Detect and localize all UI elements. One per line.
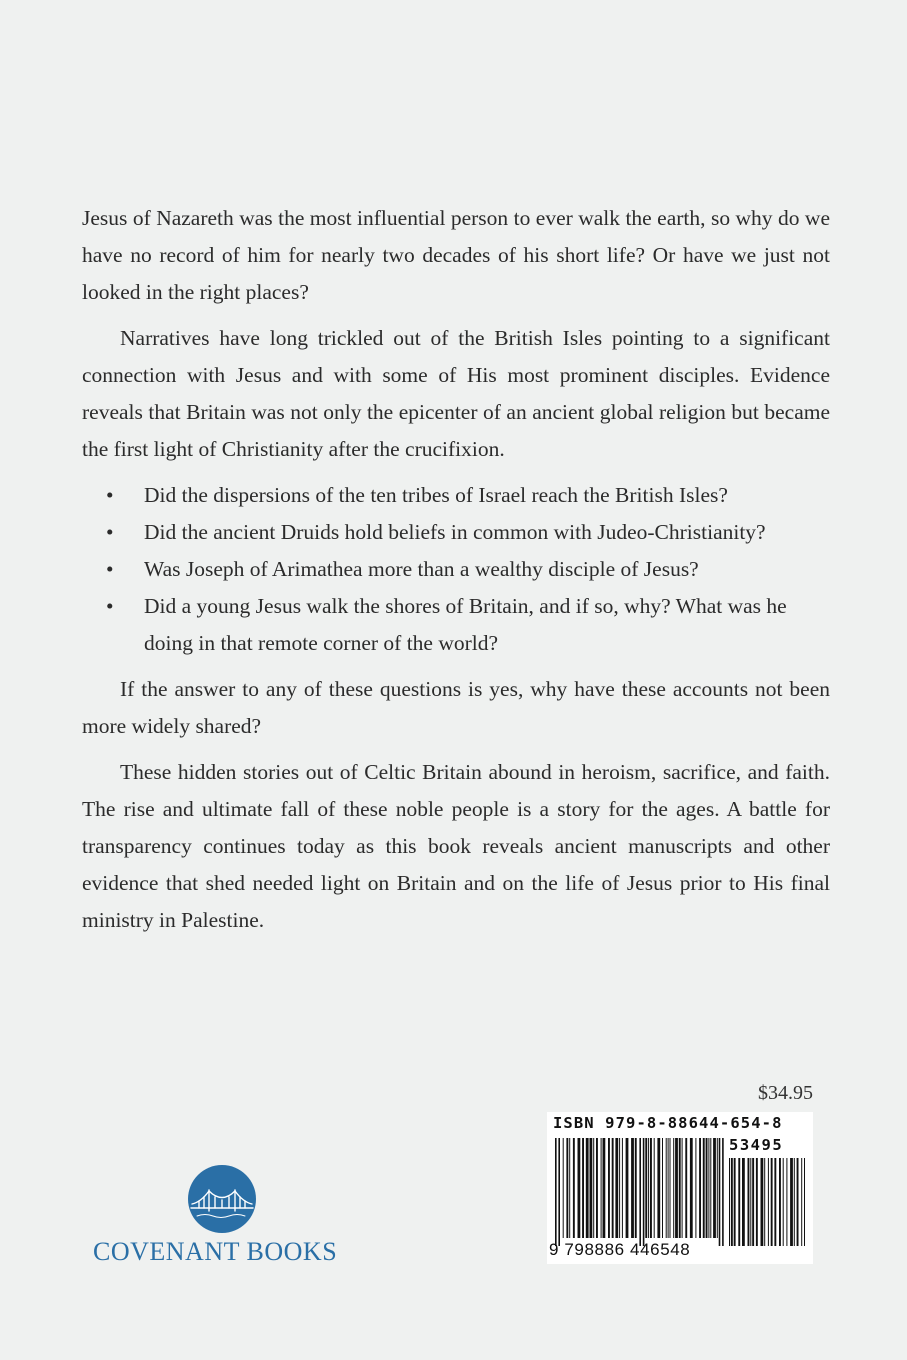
barcode-bar	[601, 1138, 602, 1238]
barcode-bar	[612, 1138, 614, 1238]
barcode-bar	[639, 1138, 641, 1246]
barcode-bar	[699, 1138, 701, 1238]
barcode-bar	[586, 1138, 589, 1238]
barcode-bar	[643, 1138, 645, 1246]
barcode-bar	[703, 1138, 705, 1238]
isbn-barcode	[547, 1112, 813, 1264]
barcode-bar	[603, 1138, 606, 1238]
barcode-bar	[590, 1138, 593, 1238]
barcode-bar	[622, 1138, 623, 1238]
barcode-bar	[786, 1158, 787, 1246]
barcode-bar	[675, 1138, 678, 1238]
barcode-bar	[685, 1138, 687, 1238]
question-item: • Did the ancient Druids hold beliefs in common with Judeo-Christianity?	[82, 514, 830, 551]
barcode-bar	[690, 1138, 693, 1238]
barcode-bar	[573, 1138, 575, 1238]
barcode-bar	[756, 1158, 758, 1246]
barcode-bar	[666, 1138, 667, 1238]
barcode-bar	[662, 1138, 663, 1238]
barcode-bar	[563, 1138, 564, 1238]
barcode-bar	[582, 1138, 584, 1238]
barcode-digits: 9 798886 446548	[549, 1240, 691, 1259]
blurb-intro: Jesus of Nazareth was the most influential person to ever walk the earth, so why do we have no record of him for nearly two decades of his short life? Or have we just not looked in the right places?	[82, 206, 830, 304]
price-label: $34.95	[758, 1082, 813, 1104]
barcode-bar	[593, 1138, 594, 1238]
barcode-bar	[774, 1158, 776, 1246]
question-list	[82, 477, 830, 662]
barcode-bar	[645, 1138, 647, 1238]
barcode-bar	[713, 1138, 716, 1238]
blurb-narratives: Narratives have long trickled out of the British Isles pointing to a significant connection with Jesus and with some of His most prominent disciples. Evidence reveals that Britain was not only the epicenter of an ancient global religion but became the first light of Christianity after the crucifixion.	[82, 326, 830, 461]
barcode-bar	[729, 1158, 730, 1246]
barcode-bar	[631, 1138, 634, 1238]
barcode-bar	[761, 1158, 764, 1246]
barcode-bar	[706, 1138, 708, 1238]
barcode-bar	[670, 1138, 671, 1238]
barcode-bar	[734, 1158, 736, 1246]
blurb-if-yes: If the answer to any of these questions is yes, why have these accounts not been more widely shared?	[82, 677, 830, 738]
barcode-bar	[717, 1138, 718, 1238]
barcode-bar	[679, 1138, 681, 1238]
blurb-closing: These hidden stories out of Celtic Britain abound in heroism, sacrifice, and faith. The rise and ultimate fall of these noble people is a story for the ages. A battle for transparency continues today as this book reveals ancient manuscripts and other evidence that shed needed light on Britain and on the life of Jesus prior to His final ministry in Palestine.	[82, 760, 830, 932]
barcode-bar	[708, 1138, 709, 1238]
barcode-bar	[738, 1158, 740, 1246]
barcode-bar	[748, 1158, 750, 1246]
barcode-bar	[673, 1138, 674, 1238]
question-item: • Did a young Jesus walk the shores of Britain, and if so, why? What was he doing in that remote corner of the world?	[82, 588, 830, 662]
barcode-bar	[569, 1138, 570, 1238]
publisher-name: COVENANT BOOKS	[93, 1237, 338, 1266]
barcode-bar	[779, 1158, 781, 1246]
barcode-bar	[804, 1158, 805, 1246]
barcode-bar	[608, 1138, 610, 1238]
price-code: 53495	[729, 1136, 784, 1154]
barcode-bar	[794, 1158, 795, 1246]
barcode-bar	[719, 1138, 721, 1246]
barcode-bar	[566, 1138, 568, 1238]
barcode-bar	[801, 1158, 802, 1246]
barcode-bar	[648, 1138, 649, 1238]
bridge-circle-icon	[187, 1164, 257, 1234]
barcode-bar	[654, 1138, 655, 1238]
barcode-bar	[668, 1138, 669, 1238]
barcode-bar	[771, 1158, 773, 1246]
barcode-bar	[619, 1138, 620, 1238]
barcode-bar	[650, 1138, 652, 1238]
barcode-bar	[783, 1158, 784, 1246]
barcode-bar	[555, 1138, 557, 1246]
question-item: • Did the dispersions of the ten tribes of Israel reach the British Isles?	[82, 477, 830, 514]
barcode-bar	[752, 1158, 754, 1246]
barcode-bar	[710, 1138, 711, 1238]
barcode-bar	[615, 1138, 618, 1238]
barcode-bar	[750, 1158, 751, 1246]
barcode-bar	[790, 1158, 793, 1246]
barcode-bar	[635, 1138, 637, 1238]
barcode-bar	[731, 1158, 733, 1246]
barcode-bar	[682, 1138, 683, 1238]
isbn-label: ISBN 979-8-88644-654-8	[553, 1114, 783, 1132]
barcode-bar	[626, 1138, 629, 1238]
barcode-bar	[596, 1138, 598, 1238]
barcode-bar	[768, 1158, 769, 1246]
barcode-bar	[742, 1158, 745, 1246]
barcode-bar	[797, 1158, 799, 1246]
barcode-bar	[558, 1138, 560, 1246]
barcode-bar	[578, 1138, 581, 1238]
barcode-bar	[695, 1138, 696, 1238]
barcode-bar	[722, 1138, 724, 1246]
question-item: • Was Joseph of Arimathea more than a wealthy disciple of Jesus?	[82, 551, 830, 588]
barcode-bar	[764, 1158, 765, 1246]
barcode-bar	[657, 1138, 660, 1238]
back-cover-blurb	[82, 200, 830, 948]
